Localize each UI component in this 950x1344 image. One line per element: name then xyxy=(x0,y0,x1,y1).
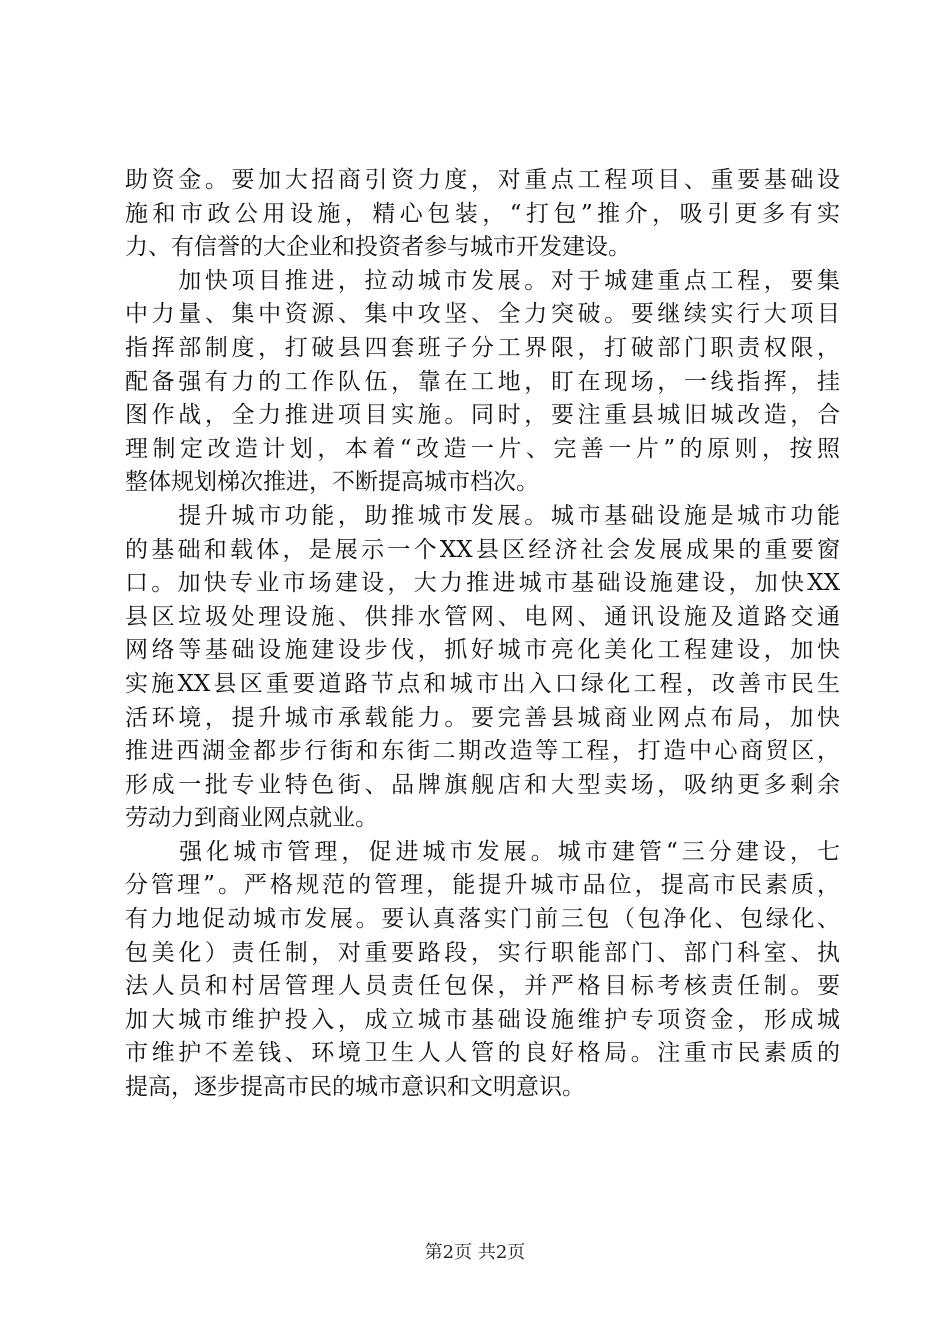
text-line: 施和市政公用设施，精心包装，“打包”推介，吸引更多有实 xyxy=(125,200,840,227)
document-body xyxy=(125,164,840,1105)
text-line: 理制定改造计划，本着“改造一片、完善一片”的原则，按照 xyxy=(125,435,840,462)
text-line: 法人员和村居管理人员责任包保，并严格目标考核责任制。要 xyxy=(125,973,840,1000)
text-line: 市维护不差钱、环境卫生人人管的良好格局。注重市民素质的 xyxy=(125,1040,840,1067)
text-line: 分管理”。严格规范的管理，能提升城市品位，提高市民素质， xyxy=(125,872,840,899)
text-line: 的基础和载体，是展示一个XX县区经济社会发展成果的重要窗 xyxy=(125,536,840,563)
text-line: 中力量、集中资源、集中攻坚、全力突破。要继续实行大项目 xyxy=(125,301,840,328)
text-line: 实施XX县区重要道路节点和城市出入口绿化工程，改善市民生 xyxy=(125,670,840,697)
text-line: 整体规划梯次推进，不断提高城市档次。 xyxy=(125,469,539,496)
text-line: 助资金。要加大招商引资力度，对重点工程项目、重要基础设 xyxy=(125,167,840,193)
text-line: 推进西湖金都步行街和东街二期改造等工程，打造中心商贸区， xyxy=(125,738,840,765)
text-line: 配备强有力的工作队伍，靠在工地，盯在现场，一线指挥，挂 xyxy=(125,368,840,395)
text-line: 形成一批专业特色街、品牌旗舰店和大型卖场，吸纳更多剩余 xyxy=(125,771,840,798)
text-line: 加大城市维护投入，成立城市基础设施维护专项资金，形成城 xyxy=(125,1006,840,1033)
text-line: 县区垃圾处理设施、供排水管网、电网、通讯设施及道路交通 xyxy=(125,603,840,630)
page-footer: 第2页 共2页 xyxy=(424,1242,526,1263)
text-line: 有力地促动城市发展。要认真落实门前三包（包净化、包绿化、 xyxy=(125,906,840,933)
text-line: 劳动力到商业网点就业。 xyxy=(125,805,378,832)
text-line: 强化城市管理，促进城市发展。城市建管“三分建设，七 xyxy=(125,838,840,865)
text-line: 网络等基础设施建设步伐，抓好城市亮化美化工程建设，加快 xyxy=(125,637,840,664)
text-line: 提高，逐步提高市民的城市意识和文明意识。 xyxy=(125,1074,585,1101)
text-line: 力、有信誉的大企业和投资者参与城市开发建设。 xyxy=(125,234,631,261)
text-line: 图作战，全力推进项目实施。同时，要注重县城旧城改造，合 xyxy=(125,402,840,429)
text-line: 口。加快专业市场建设，大力推进城市基础设施建设，加快XX xyxy=(125,570,840,597)
text-line: 包美化）责任制，对重要路段，实行职能部门、部门科室、执 xyxy=(125,939,840,966)
text-line: 加快项目推进，拉动城市发展。对于城建重点工程，要集 xyxy=(125,267,840,294)
text-line: 指挥部制度，打破县四套班子分工界限，打破部门职责权限， xyxy=(125,334,840,361)
text-line: 活环境，提升城市承载能力。要完善县城商业网点布局，加快 xyxy=(125,704,840,731)
text-line: 提升城市功能，助推城市发展。城市基础设施是城市功能 xyxy=(125,502,840,529)
